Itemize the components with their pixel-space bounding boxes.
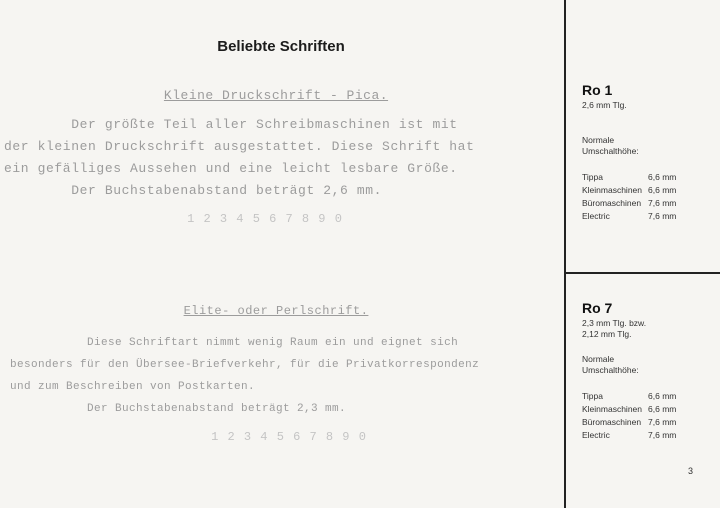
section-heading-pica: Kleine Druckschrift - Pica. [163, 88, 389, 103]
table-row: Kleinmaschinen 6,6 mm [582, 185, 677, 195]
carriage-label: Normale [582, 354, 615, 364]
height-table [582, 390, 676, 442]
text-line: Diese Schriftart nimmt wenig Raum ein und eignet sich [10, 337, 459, 349]
text-line: der kleinen Druckschrift ausgestattet. Diese Schrift hat [4, 139, 475, 154]
carriage-label: Normale [582, 135, 615, 145]
height-table [582, 171, 676, 223]
page-title: Beliebte Schriften [217, 38, 345, 55]
carriage-label: Umschalthöhe: [582, 365, 639, 375]
page-number: 3 [688, 466, 694, 476]
text-line: Der größte Teil aller Schreibmaschinen ist mit [4, 117, 458, 132]
typeface-code: Ro 1 [582, 82, 613, 98]
vertical-divider [564, 0, 566, 508]
spacing-line: 2,3 mm Tlg. bzw. [582, 318, 647, 328]
section-heading-elite: Elite- oder Perlschrift. [183, 304, 369, 318]
spacing-line: 2,6 mm Tlg. [582, 100, 627, 110]
carriage-label: Umschalthöhe: [582, 146, 639, 156]
table-row: Büromaschinen 7,6 mm [582, 417, 677, 427]
table-row: Electric 7,6 mm [582, 430, 677, 440]
typeface-code: Ro 7 [582, 300, 613, 316]
number-sample-pica: 1 2 3 4 5 6 7 8 9 0 [187, 212, 343, 226]
table-row: Tippa 6,6 mm [582, 391, 677, 401]
table-row: Büromaschinen 7,6 mm [582, 198, 677, 208]
sidebar-block-ro7 [582, 300, 712, 442]
text-line: besonders für den Übersee-Briefverkehr, für die Privatkorrespondenz [10, 359, 480, 371]
text-line: Der Buchstabenabstand beträgt 2,6 mm. [4, 183, 383, 198]
text-line: und zum Beschreiben von Postkarten. [10, 381, 256, 393]
spacing-line: 2,12 mm Tlg. [582, 329, 632, 339]
paragraph-elite [10, 332, 560, 420]
horizontal-divider [564, 272, 720, 274]
paragraph-pica [4, 114, 554, 202]
sidebar-block-ro1 [582, 82, 712, 223]
table-row: Electric 7,6 mm [582, 211, 677, 221]
number-sample-elite: 1 2 3 4 5 6 7 8 9 0 [211, 430, 367, 444]
table-row: Kleinmaschinen 6,6 mm [582, 404, 677, 414]
text-line: ein gefälliges Aussehen und eine leicht lesbare Größe. [4, 161, 458, 176]
text-line: Der Buchstabenabstand beträgt 2,3 mm. [10, 403, 347, 415]
table-row: Tippa 6,6 mm [582, 172, 677, 182]
